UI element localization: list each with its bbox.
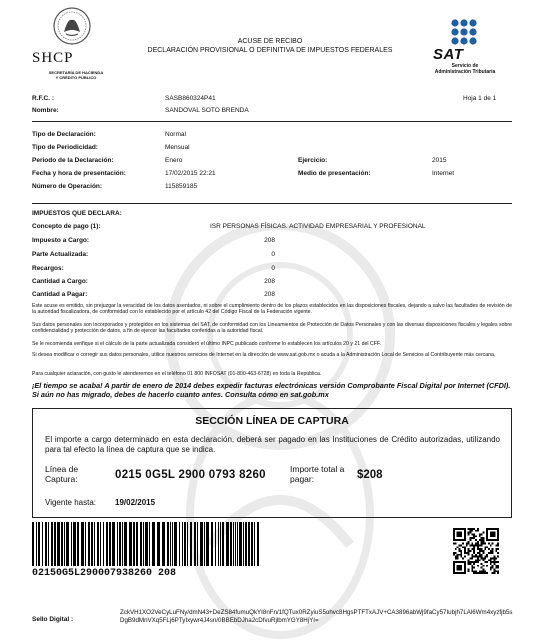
qr-code-image xyxy=(453,528,499,574)
rfc-value: SASB860324P41 xyxy=(165,95,216,102)
cantidad-pagar-label: Cantidad a Pagar: xyxy=(32,291,88,298)
concepto-label: Concepto de pago (1): xyxy=(32,223,101,230)
shcp-subtitle-line-1: SECRETARÍA DE HACIENDA xyxy=(48,70,104,75)
medio-label: Medio de presentación: xyxy=(298,170,371,177)
operacion-label: Número de Operación: xyxy=(32,183,103,190)
document-subtitle: DECLARACIÓN PROVISIONAL O DEFINITIVA DE IMPUESTOS FEDERALES xyxy=(147,47,393,54)
cfdi-notice: ¡El tiempo se acaba! A partir de enero de 2014 debes expedir facturas electrónicas versión Comprobante Fiscal Digital por Internet (CFDI). Si aún no has migrado, debes de hacerlo cuanto antes. Consulta cómo en sat.gob.mx xyxy=(32,381,511,399)
eagle-seal-icon xyxy=(50,6,94,46)
fecha-label: Fecha y hora de presentación: xyxy=(32,170,126,177)
document-title: ACUSE DE RECIBO xyxy=(237,38,303,45)
page-indicator: Hoja 1 de 1 xyxy=(463,95,497,102)
shcp-subtitle-line-2: Y CRÉDITO PÚBLICO xyxy=(55,75,97,80)
digital-seal-value: ZckVH1XO2VeCyLuFNy/dmN43+DeZS84fumuQkYI8nFn/1fQTux0RZyiuS5ohvc8HgsPTFTxAJV+CA3896abWj9faCy57Iubjh7LAl6Wm4xyzfjb5sDgB9dMnVXq5FLj6PTyIxywr4J4sn/0BBEbDJha2cDfvuRjlbmYGY8HjYI= xyxy=(120,609,513,624)
digital-seal-label: Sello Digital : xyxy=(32,616,74,623)
impuesto-cargo-label: Impuesto a Cargo: xyxy=(32,237,90,244)
sat-subtitle-line-1: Servicio de xyxy=(451,63,479,69)
tipo-declaracion-value: Normal xyxy=(165,131,186,138)
shcp-logo-text: SHCP xyxy=(32,50,74,66)
data-correction-paragraph: Si desea modificar o corregir sus datos personales, utilice nuestros servicios de Internet en la dirección de www.sat.gob.mx o acuda a la Administración Local de Servicios al Contribuyente más cercana. xyxy=(32,352,496,358)
taxes-section-title: IMPUESTOS QUE DECLARA: xyxy=(32,210,122,217)
privacy-paragraph: Sus datos personales son incorporados y protegidos en los sistemas del SAT, de conformidad con los Lineamientos de Protección de Datos Personales y con las diversas disposiciones fiscales y legales sobre confidencialidad y protección de datos, a fin de ejercer las facultades conferidas a la autoridad fiscal. xyxy=(32,322,512,335)
divider xyxy=(32,203,512,204)
divider xyxy=(32,121,512,122)
cantidad-cargo-label: Cantidad a Cargo: xyxy=(32,278,88,285)
capture-line-section xyxy=(32,408,512,518)
contact-paragraph: Para cualquier aclaración, con gusto le atenderemos en el teléfono 01 800 INFOSAT (01-800-463-6728) en toda la República. xyxy=(32,371,322,377)
inpc-paragraph: Se le recomienda verifique si el cálculo de la parte actualizada consideró el último INPC publicado conforme lo establecen los artículos 20 y 21 del CFF. xyxy=(32,341,381,347)
capture-line-label: Línea de Captura: xyxy=(45,464,79,484)
sat-logo-text: SAT xyxy=(433,46,464,63)
cantidad-cargo-value: 208 xyxy=(264,278,275,285)
fecha-value: 17/02/2015 22:21 xyxy=(165,170,216,177)
capture-description: El importe a cargo determinado en esta declaración, deberá ser pagado en las Instituciones de Crédito autorizadas, utilizando para tal efecto la línea de captura que se indica. xyxy=(45,435,500,454)
tipo-periodicidad-value: Mensual xyxy=(165,144,190,151)
impuesto-cargo-value: 208 xyxy=(264,237,275,244)
periodo-value: Enero xyxy=(165,157,183,164)
name-label: Nombre: xyxy=(32,107,59,114)
document-header xyxy=(0,0,544,90)
barcode-image xyxy=(32,522,262,566)
capture-section-title: SECCIÓN LÍNEA DE CAPTURA xyxy=(195,415,349,427)
capture-line-value: 0215 0G5L 2900 0793 8260 xyxy=(115,469,266,481)
cantidad-pagar-value: 208 xyxy=(264,291,275,298)
recargos-label: Recargos: xyxy=(32,265,64,272)
parte-actualizada-label: Parte Actualizada: xyxy=(32,251,89,258)
total-amount-value: $208 xyxy=(357,469,383,481)
valid-until-label: Vigente hasta: xyxy=(45,498,97,507)
total-amount-label: Importe total a pagar: xyxy=(290,464,345,484)
concepto-value: ISR PERSONAS FÍSICAS. ACTIVIDAD EMPRESARIAL Y PROFESIONAL xyxy=(210,223,426,230)
sat-logo-icon xyxy=(450,18,478,46)
shcp-subtitle xyxy=(31,70,121,80)
barcode-text: 02150G5L290007938260 208 xyxy=(32,568,177,579)
parte-actualizada-value: 0 xyxy=(271,251,275,258)
sat-subtitle-line-2: Administración Tributaria xyxy=(434,69,496,75)
legal-paragraph: Este acuse es emitido, sin prejuzgar la veracidad de los datos asentados, ni sobre el cumplimiento dentro de los plazos establecidos en las disposiciones fiscales, dejando a salvo las facultades de revisión de la autoridad fiscalizadora, de conformidad con lo establecido por el artículo 42 del Código Fiscal de la Federación vigente. xyxy=(32,303,512,316)
ejercicio-value: 2015 xyxy=(432,157,447,164)
tipo-periodicidad-label: Tipo de Periodicidad: xyxy=(32,144,98,151)
rfc-label: R.F.C. : xyxy=(32,95,55,102)
name-value: SANDOVAL SOTO BRENDA xyxy=(165,107,249,114)
tipo-declaracion-label: Tipo de Declaración: xyxy=(32,131,96,138)
valid-until-value: 19/02/2015 xyxy=(115,498,156,507)
periodo-label: Periodo de la Declaración: xyxy=(32,157,114,164)
ejercicio-label: Ejercicio: xyxy=(298,157,328,164)
medio-value: Internet xyxy=(432,170,455,177)
recargos-value: 0 xyxy=(271,265,275,272)
operacion-value: 115859185 xyxy=(165,183,198,190)
